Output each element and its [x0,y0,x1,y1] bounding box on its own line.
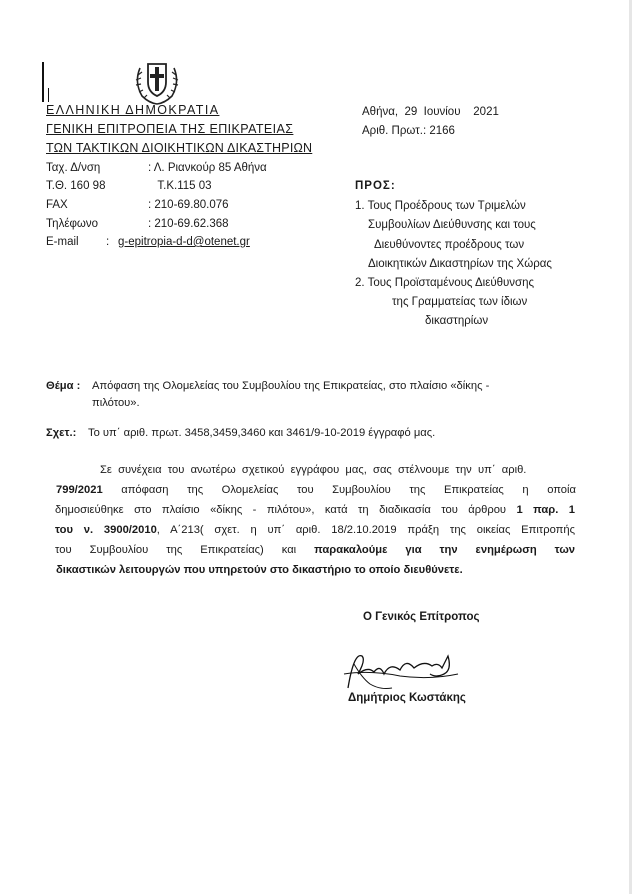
body-line [55,501,575,520]
subject-text-cont: πιλότου». [92,397,140,409]
recipients-title: ΠΡΟΣ: [355,180,396,192]
body-bold-run: 1 παρ. 1 [516,504,576,516]
contact-email-separator: : [106,236,110,248]
contact-fax-label: FAX [46,199,68,211]
recipient-line: Διοικητικών Δικαστηρίων της Χώρας [368,258,552,270]
contact-email-label: E-mail [46,236,79,248]
recipient-line: Συμβουλίων Διεύθυνσης και τους [368,219,536,231]
body-text-run: , Α΄213( σχετ. η υπ΄ αριθ. 18/2.10.2019 πράξη της οικείας Επιτροπής [156,524,575,536]
recipient-line: 1. Τους Προέδρους των Τριμελών [355,200,526,212]
protocol-number: Αριθ. Πρωτ.: 2166 [362,125,455,137]
body-line: Σε συνέχεια του ανωτέρω σχετικού εγγράφου μας, σας στέλνουμε την υπ΄ αριθ. [100,464,527,476]
recipient-line: της Γραμματείας των ίδιων [392,296,528,308]
contact-postcode-value: Τ.Κ.115 03 [148,180,212,192]
signatory-name: Δημήτριος Κωστάκης [348,692,466,704]
document-date: Αθήνα, 29 Ιουνίου 2021 [362,106,499,118]
decision-number: 799/2021 [56,484,103,496]
recipient-line: δικαστηρίων [425,315,489,327]
handwritten-signature-icon [340,644,490,696]
scan-mark [42,62,44,102]
signatory-title: Ο Γενικός Επίτροπος [363,611,480,623]
contact-pobox-label: Τ.Θ. 160 98 [46,180,106,192]
reference-label: Σχετ.: [46,427,77,439]
body-text-run: του Συμβουλίου της Επικρατείας) και [55,544,315,556]
contact-phone-value: : 210-69.62.368 [148,218,229,230]
greek-coat-of-arms-icon [130,58,184,106]
body-line [56,481,576,500]
subject-text: Απόφαση της Ολομελείας του Συμβουλίου της Επικρατείας, στο πλαίσιο «δίκης - [92,380,490,392]
header-republic: ΕΛΛΗΝΙΚΗ ΔΗΜΟΚΡΑΤΙΑ [46,103,220,117]
body-line [55,521,575,540]
contact-email-link[interactable]: g-epitropia-d-d@otenet.gr [118,236,250,248]
body-bold-run: παρακαλούμε για την ενημέρωση των [314,544,575,556]
recipient-line: Διευθύνοντες προέδρους των [374,239,525,251]
body-text-run: απόφαση της Ολομελείας του Συμβουλίου της Επικρατείας η οποία [102,484,576,496]
header-commission: ΓΕΝΙΚΗ ΕΠΙΤΡΟΠΕΙΑ ΤΗΣ ΕΠΙΚΡΑΤΕΙΑΣ [46,122,294,136]
body-text-run: δημοσιεύθηκε στο πλαίσιο «δίκης - πιλότου», κατά τη διαδικασία του άρθρου [55,504,517,516]
contact-address-label: Ταχ. Δ/νση [46,162,101,174]
scan-mark [48,88,49,102]
body-line [55,541,575,560]
reference-text: Το υπ΄ αριθ. πρωτ. 3458,3459,3460 και 3461/9-10-2019 έγγραφό μας. [88,427,436,439]
header-courts: ΤΩΝ ΤΑΚΤΙΚΩΝ ΔΙΟΙΚΗΤΙΚΩΝ ΔΙΚΑΣΤΗΡΙΩΝ [46,141,313,155]
subject-label: Θέμα : [46,380,81,392]
body-bold-run: του ν. 3900/2010 [55,524,157,536]
contact-phone-label: Τηλέφωνο [46,218,99,230]
contact-fax-value: : 210-69.80.076 [148,199,229,211]
body-line: δικαστικών λειτουργών που υπηρετούν στο δικαστήριο το οποίο διευθύνετε. [56,564,463,576]
contact-address-value: : Λ. Ριανκούρ 85 Αθήνα [148,162,267,174]
recipient-line: 2. Τους Προϊσταμένους Διεύθυνσης [355,277,535,289]
